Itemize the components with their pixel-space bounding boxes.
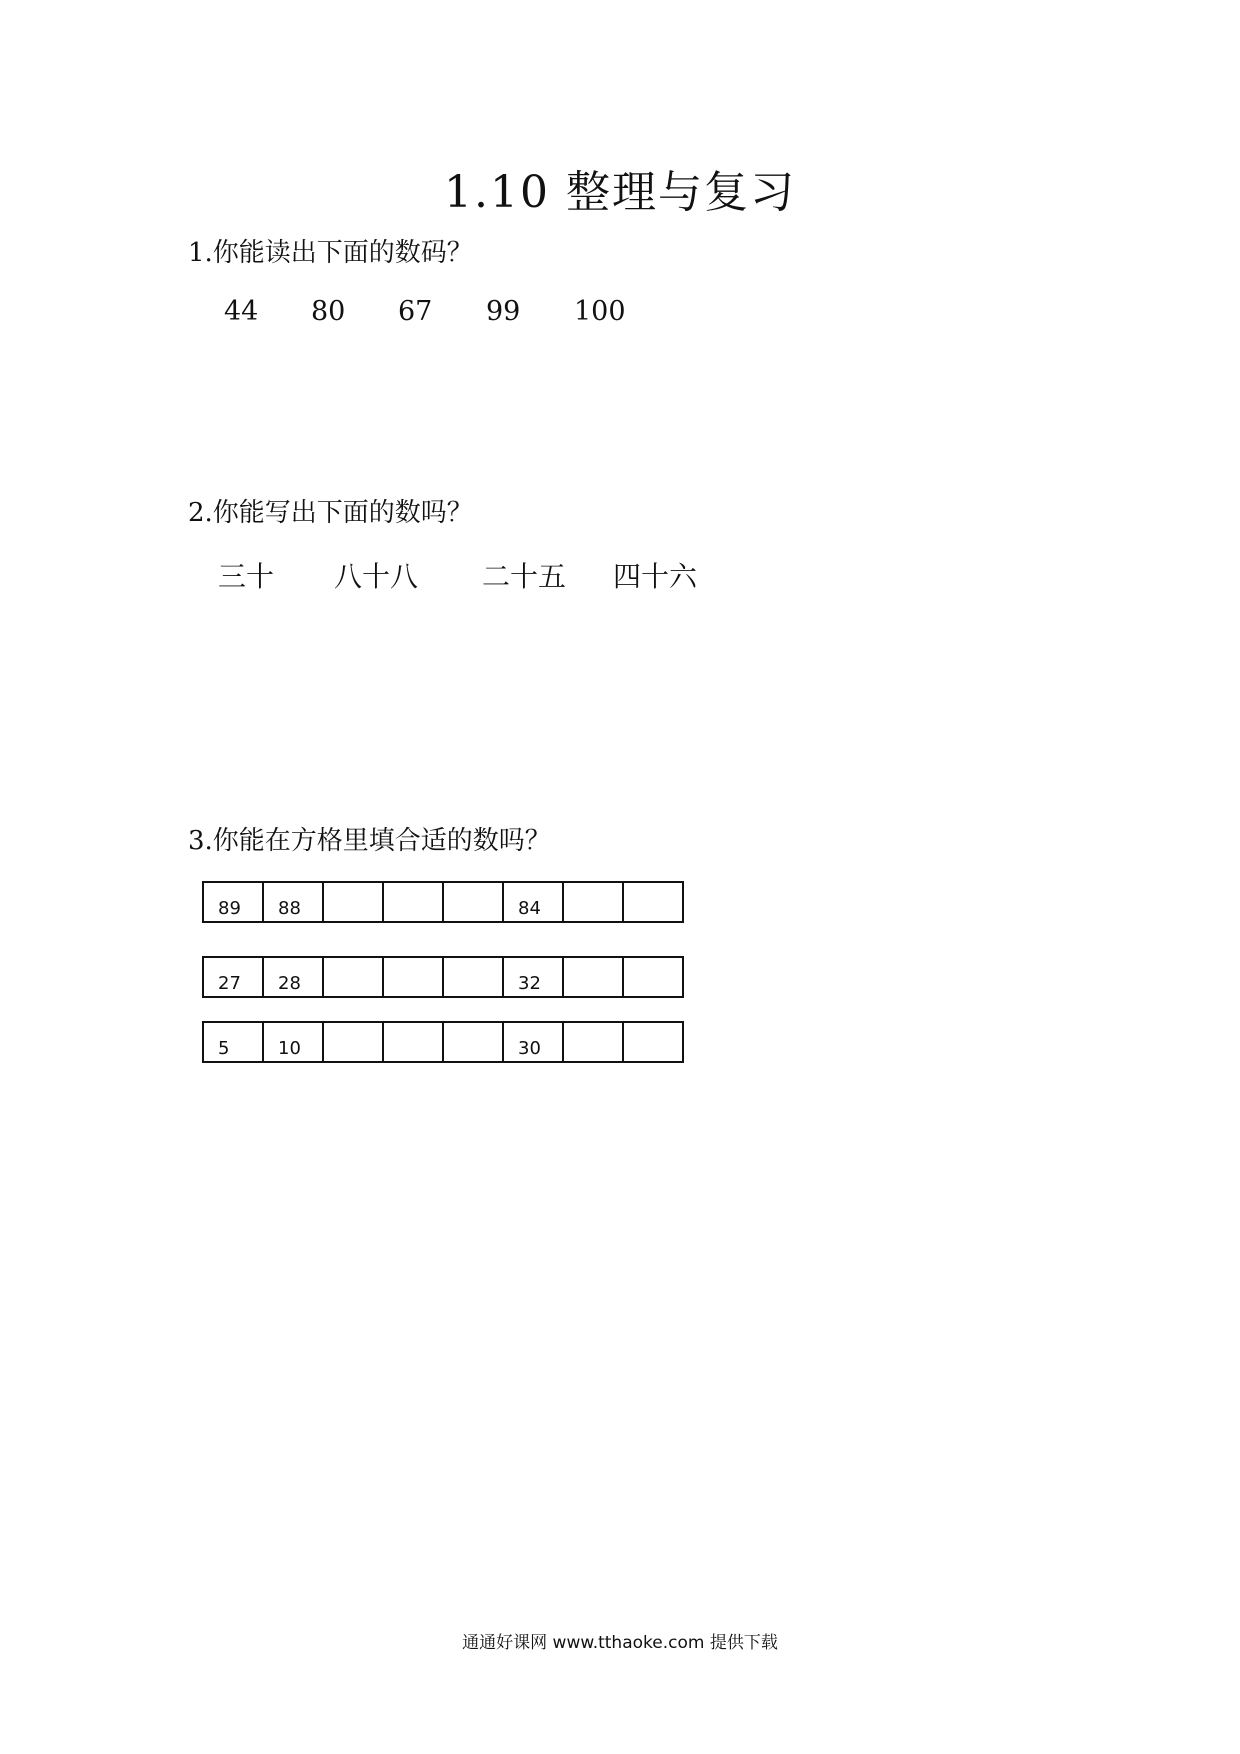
grid-cell: 32 [504,958,564,996]
grid-cell-blank[interactable] [384,958,444,996]
grid-cell-blank[interactable] [444,883,504,921]
grid-cell-blank[interactable] [564,958,624,996]
grid-cell-blank[interactable] [564,883,624,921]
number-item: 67 [398,296,433,327]
number-item: 80 [311,296,346,327]
question-3-label: 3.你能在方格里填合适的数吗？ [188,826,551,856]
grid-cell: 5 [204,1023,264,1061]
grid-cell-blank[interactable] [384,883,444,921]
grid-cell: 28 [264,958,324,996]
grid-cell-blank[interactable] [324,958,384,996]
grid-cell-blank[interactable] [564,1023,624,1061]
page-footer: 通通好课网 www.tthaoke.com 提供下载 [462,1633,778,1653]
question-2-label: 2.你能写出下面的数吗？ [188,498,473,528]
chinese-number-item: 八十八 [334,560,419,593]
grid-cell-blank[interactable] [624,1023,684,1061]
chinese-number-item: 二十五 [482,560,567,593]
chinese-number-item: 四十六 [613,560,698,593]
number-item: 100 [574,296,626,327]
grid-cell-blank[interactable] [324,1023,384,1061]
grid-cell: 88 [264,883,324,921]
grid-cell: 89 [204,883,264,921]
grid-cell-blank[interactable] [624,958,684,996]
question-2-words [0,555,1240,595]
page-title: 1.10 整理与复习 [444,167,796,218]
grid-cell: 10 [264,1023,324,1061]
number-item: 44 [224,296,259,327]
number-grid-2 [202,956,684,998]
grid-cell: 27 [204,958,264,996]
grid-cell-blank[interactable] [384,1023,444,1061]
number-grid-1 [202,881,684,923]
chinese-number-item: 三十 [218,560,275,593]
grid-cell: 30 [504,1023,564,1061]
grid-cell-blank[interactable] [444,958,504,996]
grid-cell-blank[interactable] [444,1023,504,1061]
question-1-label: 1.你能读出下面的数码？ [188,238,473,268]
number-grid-3 [202,1021,684,1063]
grid-cell-blank[interactable] [324,883,384,921]
grid-cell-blank[interactable] [624,883,684,921]
number-item: 99 [486,296,521,327]
question-1-numbers [0,296,1240,336]
grid-cell: 84 [504,883,564,921]
